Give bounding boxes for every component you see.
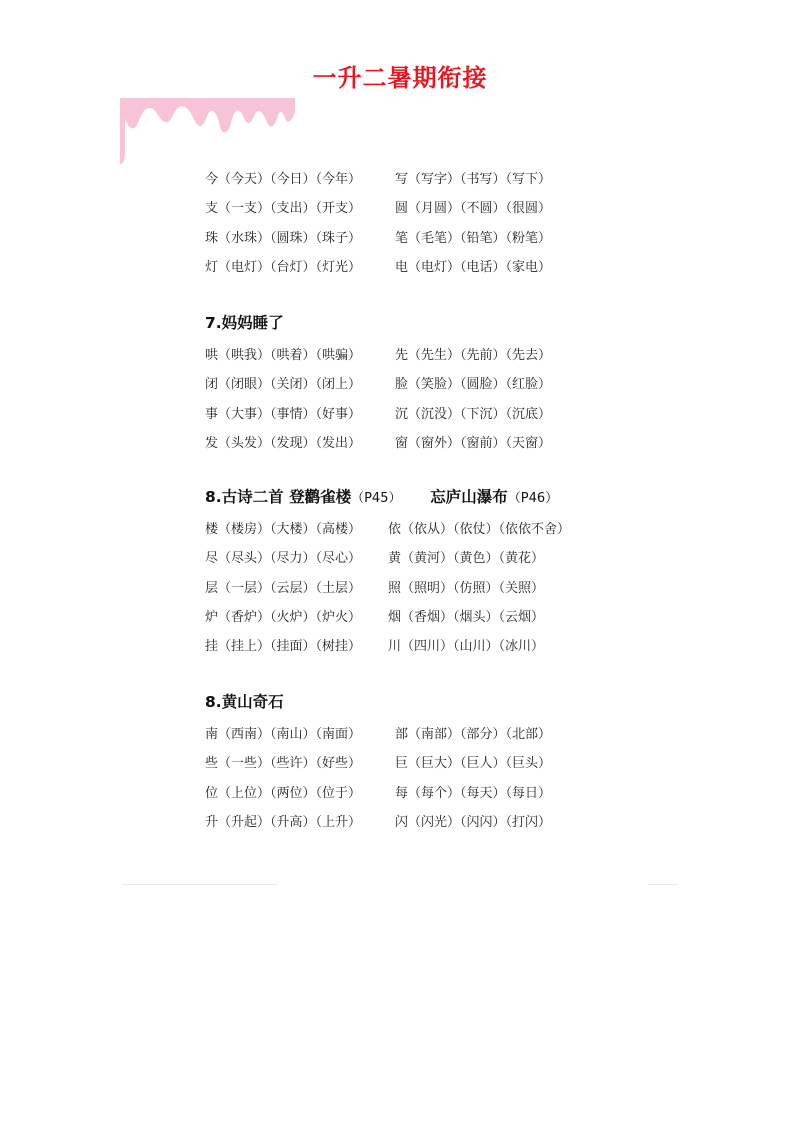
vocab-row [205, 224, 625, 253]
vocab-row [205, 749, 625, 778]
page-title: 一升二暑期衔接 [312, 63, 488, 92]
vocab-row [205, 429, 625, 458]
footer-rule-left [122, 884, 277, 885]
vocab-left: 哄（哄我）（哄着）（哄骗） [205, 348, 362, 363]
vocab-right: 巨（巨大）（巨人）（巨头） [395, 756, 552, 772]
vocab-left: 层（一层）（云层）（土层） [205, 580, 362, 596]
vocab-row [205, 544, 625, 573]
vocab-row [205, 720, 625, 749]
heading-title-2: 忘庐山瀑布 [430, 488, 508, 506]
vocab-right: 脸（笑脸）（圆脸）（红脸） [395, 377, 552, 393]
vocab-row [205, 400, 625, 429]
vocab-right: 依（依从）（依仗）（依依不舍） [388, 522, 571, 537]
vocab-right: 每（每个）（每天）（每日） [395, 785, 552, 801]
footer-rule-right [648, 884, 678, 885]
vocab-left: 今（今天）（今日）（今年） [205, 172, 362, 187]
vocab-right: 写（写字）（书写）（写下） [395, 172, 552, 187]
pink-drip-decoration [120, 98, 295, 173]
heading-page-ref: （P45） [351, 491, 402, 506]
vocab-left: 位（上位）（两位）（位于） [205, 785, 362, 801]
vocab-row [205, 574, 625, 603]
vocab-right: 照（照明）（仿照）（关照） [388, 580, 545, 596]
vocab-left: 珠（水珠）（圆珠）（珠子） [205, 230, 362, 246]
vocab-row [205, 194, 625, 223]
vocab-section-2 [205, 312, 625, 458]
vocab-row [205, 808, 625, 837]
heading-title: 8.古诗二首 登鹳雀楼 [205, 488, 352, 506]
vocab-section-4 [205, 691, 625, 837]
vocab-row [205, 165, 625, 194]
vocab-row [205, 632, 625, 661]
vocab-row [205, 253, 625, 282]
section-heading: 7.妈妈睡了 [205, 314, 284, 332]
vocab-left: 炉（香炉）（火炉）（炉火） [205, 609, 362, 625]
vocab-left: 灯（电灯）（台灯）（灯光） [205, 259, 362, 275]
vocab-row [205, 779, 625, 808]
vocab-right: 笔（毛笔）（铅笔）（粉笔） [395, 230, 552, 246]
vocab-left: 挂（挂上）（挂面）（树挂） [205, 639, 362, 655]
vocab-left: 升（升起）（升高）（上升） [205, 814, 362, 830]
section-heading [205, 486, 625, 508]
vocab-row [205, 370, 625, 399]
section-heading: 8.黄山奇石 [205, 693, 284, 711]
vocab-left: 闭（闭眼）（关闭）（闭上） [205, 377, 362, 393]
vocab-right: 窗（窗外）（窗前）（天窗） [395, 435, 552, 451]
vocab-left: 南（西南）（南山）（南面） [205, 727, 362, 742]
vocab-left: 事（大事）（事情）（好事） [205, 406, 362, 422]
vocab-right: 黄（黄河）（黄色）（黄花） [388, 551, 545, 567]
vocab-right: 圆（月圆）（不圆）（很圆） [395, 201, 552, 217]
vocab-row [205, 603, 625, 632]
vocab-section-1 [205, 165, 625, 282]
vocab-right: 电（电灯）（电话）（家电） [395, 259, 552, 275]
vocab-right: 川（四川）（山川）（冰川） [388, 639, 545, 655]
vocab-section-3 [205, 486, 625, 661]
vocab-row [205, 341, 625, 370]
vocab-left: 楼（楼房）（大楼）（高楼） [205, 522, 362, 537]
vocab-right: 先（先生）（先前）（先去） [395, 348, 552, 363]
vocab-right: 沉（沉没）（下沉）（沉底） [395, 406, 552, 422]
heading-page-ref-2: （P46） [507, 491, 559, 506]
vocab-right: 部（南部）（部分）（北部） [395, 727, 552, 742]
vocab-left: 些（一些）（些许）（好些） [205, 756, 362, 772]
vocab-right: 闪（闪光）（闪闪）（打闪） [395, 814, 552, 830]
vocab-row [205, 515, 625, 544]
vocab-left: 发（头发）（发现）（发出） [205, 435, 362, 451]
vocab-right: 烟（香烟）（烟头）（云烟） [388, 609, 545, 625]
vocab-left: 尽（尽头）（尽力）（尽心） [205, 551, 362, 567]
vocab-left: 支（一支）（支出）（开支） [205, 201, 362, 217]
